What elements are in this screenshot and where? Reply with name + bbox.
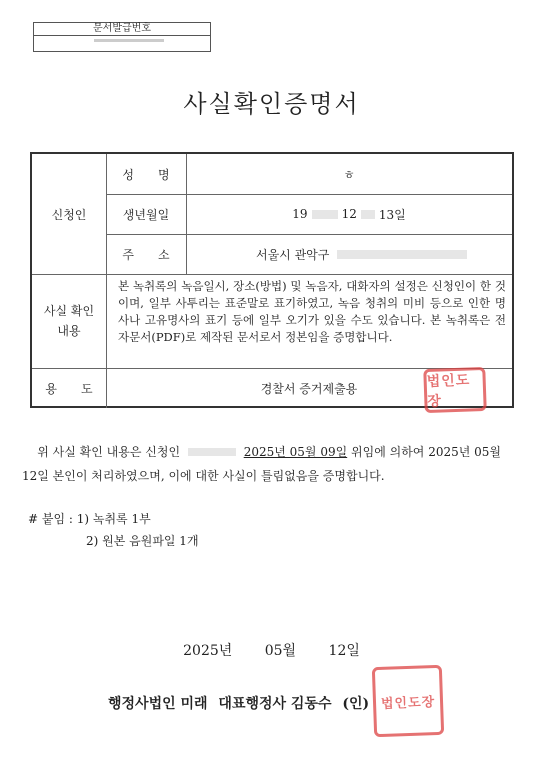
name-label: 성 명 [122, 167, 170, 182]
purpose-value: 경찰서 증거제출용 [260, 381, 358, 396]
fact-content: 본 녹취록의 녹음일시, 장소(방법) 및 녹음자, 대화자의 설정은 신청인이 한 것이며, 일부 사투리는 표준말로 표기하였고, 녹음 청취의 미비 등으로 인한 명사나 고유명사의 표기 등에 일부 오기가 있을 수도 있습니다. 본 녹취록은 전자문서(PDF)로 제작된 문서로서 정본임을 증명합니다. [118, 279, 506, 344]
birth-label: 생년월일 [122, 207, 170, 222]
name-value: ㅎ [343, 167, 355, 182]
applicant-label: 신청인 [51, 207, 87, 222]
seal-text: 법인도장 [380, 694, 436, 712]
certification-paragraph [22, 440, 512, 488]
issue-day: 12일 [328, 643, 360, 659]
certificate-table [30, 152, 514, 408]
issue-number-label: 문서발급번호 [34, 23, 210, 36]
company-seal [423, 367, 486, 413]
redaction-block [361, 210, 375, 219]
redaction-block [337, 250, 467, 259]
issue-month: 05월 [264, 643, 297, 659]
address-value-cell [186, 234, 512, 274]
delegation-date: 2025년 05월 09일 [243, 445, 348, 459]
signer-seal-mark: (인) [342, 696, 370, 712]
attachment-item-2: 2) 원본 음원파일 1개 [86, 534, 199, 548]
address-label: 주 소 [122, 247, 170, 262]
page-title: 사실확인증명서 [183, 90, 360, 118]
issue-date [0, 640, 543, 660]
signer-org: 행정사법인 미래 [108, 696, 208, 712]
paragraph-rest: 위임에 의하여 2025년 05월 12일 본인이 처리하였으며, 이에 대한 사실이 틀림없음을 증명합니다. [22, 445, 502, 483]
fact-label: 사실 확인 내용 [43, 304, 95, 338]
redaction-mark [94, 39, 164, 42]
redaction-block [188, 448, 236, 456]
birth-day: 13일 [378, 207, 406, 222]
seal-text: 법인도장 [426, 372, 471, 410]
signer-line [108, 693, 375, 713]
redaction-block [312, 210, 338, 219]
purpose-label: 용 도 [45, 381, 93, 396]
birth-value-cell [186, 194, 512, 234]
signer-title: 대표행정사 김동수 [218, 696, 332, 712]
representative-seal [372, 665, 444, 737]
address-value: 서울시 관악구 [256, 247, 330, 262]
paragraph-start: 위 사실 확인 내용은 신청인 [37, 445, 181, 459]
birth-month: 12 [341, 207, 357, 221]
issue-year: 2025년 [183, 643, 233, 659]
document-issue-number-box [33, 22, 211, 52]
attachment-item-1: # 붙임 : 1) 녹취록 1부 [28, 512, 151, 526]
birth-value: 19 [292, 207, 308, 221]
